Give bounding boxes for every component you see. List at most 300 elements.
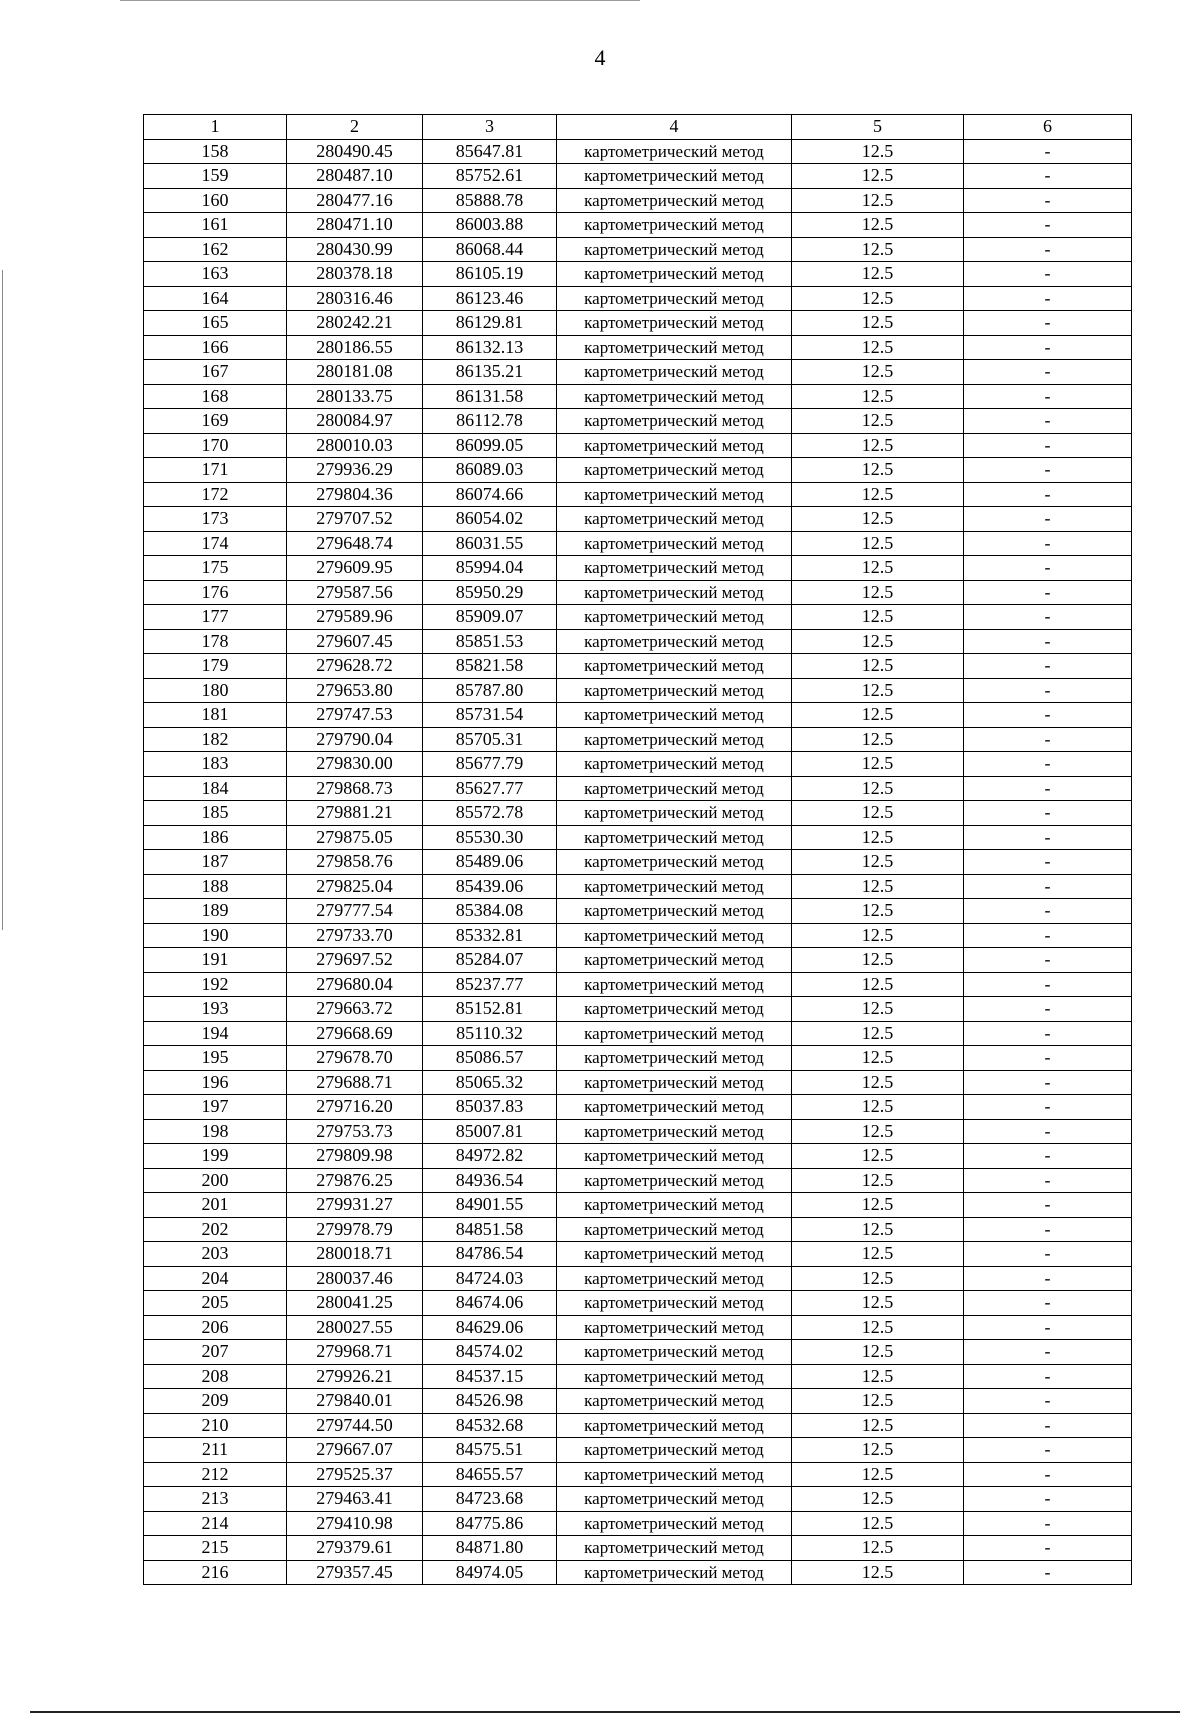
table-row: [144, 1413, 1132, 1438]
bottom-scan-rule: [30, 1711, 1180, 1713]
x-coordinate-cell: 279379.61: [287, 1536, 423, 1561]
point-number-cell: 178: [144, 629, 287, 654]
method-cell: картометрический метод: [557, 164, 792, 189]
point-number-cell: 213: [144, 1487, 287, 1512]
description-cell: -: [964, 825, 1132, 850]
description-cell: -: [964, 1021, 1132, 1046]
x-coordinate-cell: 279697.52: [287, 948, 423, 973]
point-number-cell: 170: [144, 433, 287, 458]
method-cell: картометрический метод: [557, 1095, 792, 1120]
point-number-cell: 199: [144, 1144, 287, 1169]
table-row: [144, 262, 1132, 287]
table-row: [144, 727, 1132, 752]
method-cell: картометрический метод: [557, 139, 792, 164]
y-coordinate-cell: 86074.66: [423, 482, 557, 507]
x-coordinate-cell: 279668.69: [287, 1021, 423, 1046]
y-coordinate-cell: 84974.05: [423, 1560, 557, 1585]
column-header-6: 6: [964, 115, 1132, 140]
table-row: [144, 1462, 1132, 1487]
point-number-cell: 167: [144, 360, 287, 385]
table-row: [144, 605, 1132, 630]
x-coordinate-cell: 280186.55: [287, 335, 423, 360]
x-coordinate-cell: 280027.55: [287, 1315, 423, 1340]
description-cell: -: [964, 188, 1132, 213]
y-coordinate-cell: 85065.32: [423, 1070, 557, 1095]
accuracy-cell: 12.5: [792, 1340, 964, 1365]
method-cell: картометрический метод: [557, 433, 792, 458]
accuracy-cell: 12.5: [792, 1217, 964, 1242]
x-coordinate-cell: 279587.56: [287, 580, 423, 605]
method-cell: картометрический метод: [557, 1144, 792, 1169]
accuracy-cell: 12.5: [792, 605, 964, 630]
x-coordinate-cell: 280018.71: [287, 1242, 423, 1267]
x-coordinate-cell: 279876.25: [287, 1168, 423, 1193]
table-row: [144, 776, 1132, 801]
y-coordinate-cell: 85705.31: [423, 727, 557, 752]
y-coordinate-cell: 84786.54: [423, 1242, 557, 1267]
description-cell: -: [964, 752, 1132, 777]
y-coordinate-cell: 84775.86: [423, 1511, 557, 1536]
point-number-cell: 197: [144, 1095, 287, 1120]
description-cell: -: [964, 286, 1132, 311]
y-coordinate-cell: 85752.61: [423, 164, 557, 189]
point-number-cell: 181: [144, 703, 287, 728]
method-cell: картометрический метод: [557, 997, 792, 1022]
x-coordinate-cell: 279707.52: [287, 507, 423, 532]
point-number-cell: 204: [144, 1266, 287, 1291]
x-coordinate-cell: 279753.73: [287, 1119, 423, 1144]
point-number-cell: 208: [144, 1364, 287, 1389]
point-number-cell: 185: [144, 801, 287, 826]
accuracy-cell: 12.5: [792, 1242, 964, 1267]
table-row: [144, 580, 1132, 605]
description-cell: -: [964, 1046, 1132, 1071]
description-cell: -: [964, 1511, 1132, 1536]
accuracy-cell: 12.5: [792, 850, 964, 875]
method-cell: картометрический метод: [557, 531, 792, 556]
y-coordinate-cell: 86105.19: [423, 262, 557, 287]
coordinates-table: [143, 114, 1132, 1585]
y-coordinate-cell: 85332.81: [423, 923, 557, 948]
x-coordinate-cell: 279663.72: [287, 997, 423, 1022]
x-coordinate-cell: 280477.16: [287, 188, 423, 213]
accuracy-cell: 12.5: [792, 776, 964, 801]
accuracy-cell: 12.5: [792, 1266, 964, 1291]
x-coordinate-cell: 279868.73: [287, 776, 423, 801]
table-row: [144, 874, 1132, 899]
x-coordinate-cell: 279881.21: [287, 801, 423, 826]
point-number-cell: 160: [144, 188, 287, 213]
y-coordinate-cell: 85384.08: [423, 899, 557, 924]
column-header-3: 3: [423, 115, 557, 140]
table-row: [144, 1119, 1132, 1144]
table-row: [144, 507, 1132, 532]
method-cell: картометрический метод: [557, 948, 792, 973]
method-cell: картометрический метод: [557, 1168, 792, 1193]
method-cell: картометрический метод: [557, 727, 792, 752]
description-cell: -: [964, 1242, 1132, 1267]
method-cell: картометрический метод: [557, 703, 792, 728]
point-number-cell: 195: [144, 1046, 287, 1071]
accuracy-cell: 12.5: [792, 311, 964, 336]
table-row: [144, 188, 1132, 213]
description-cell: -: [964, 948, 1132, 973]
accuracy-cell: 12.5: [792, 654, 964, 679]
x-coordinate-cell: 279410.98: [287, 1511, 423, 1536]
point-number-cell: 193: [144, 997, 287, 1022]
accuracy-cell: 12.5: [792, 335, 964, 360]
point-number-cell: 161: [144, 213, 287, 238]
accuracy-cell: 12.5: [792, 1168, 964, 1193]
method-cell: картометрический метод: [557, 262, 792, 287]
method-cell: картометрический метод: [557, 1438, 792, 1463]
x-coordinate-cell: 279825.04: [287, 874, 423, 899]
description-cell: -: [964, 139, 1132, 164]
accuracy-cell: 12.5: [792, 1364, 964, 1389]
accuracy-cell: 12.5: [792, 703, 964, 728]
table-row: [144, 1340, 1132, 1365]
point-number-cell: 177: [144, 605, 287, 630]
x-coordinate-cell: 279931.27: [287, 1193, 423, 1218]
table-row: [144, 629, 1132, 654]
x-coordinate-cell: 279648.74: [287, 531, 423, 556]
column-header-1: 1: [144, 115, 287, 140]
y-coordinate-cell: 85152.81: [423, 997, 557, 1022]
description-cell: -: [964, 1413, 1132, 1438]
point-number-cell: 168: [144, 384, 287, 409]
method-cell: картометрический метод: [557, 1315, 792, 1340]
y-coordinate-cell: 85909.07: [423, 605, 557, 630]
description-cell: -: [964, 1193, 1132, 1218]
accuracy-cell: 12.5: [792, 384, 964, 409]
method-cell: картометрический метод: [557, 1291, 792, 1316]
accuracy-cell: 12.5: [792, 629, 964, 654]
point-number-cell: 188: [144, 874, 287, 899]
point-number-cell: 163: [144, 262, 287, 287]
description-cell: -: [964, 899, 1132, 924]
method-cell: картометрический метод: [557, 629, 792, 654]
y-coordinate-cell: 86132.13: [423, 335, 557, 360]
y-coordinate-cell: 84972.82: [423, 1144, 557, 1169]
description-cell: -: [964, 482, 1132, 507]
accuracy-cell: 12.5: [792, 458, 964, 483]
method-cell: картометрический метод: [557, 825, 792, 850]
x-coordinate-cell: 279357.45: [287, 1560, 423, 1585]
point-number-cell: 191: [144, 948, 287, 973]
table-row: [144, 1389, 1132, 1414]
x-coordinate-cell: 279609.95: [287, 556, 423, 581]
x-coordinate-cell: 279744.50: [287, 1413, 423, 1438]
method-cell: картометрический метод: [557, 972, 792, 997]
point-number-cell: 179: [144, 654, 287, 679]
method-cell: картометрический метод: [557, 1266, 792, 1291]
description-cell: -: [964, 1389, 1132, 1414]
x-coordinate-cell: 279667.07: [287, 1438, 423, 1463]
accuracy-cell: 12.5: [792, 899, 964, 924]
accuracy-cell: 12.5: [792, 409, 964, 434]
description-cell: -: [964, 1340, 1132, 1365]
table-row: [144, 1364, 1132, 1389]
y-coordinate-cell: 86031.55: [423, 531, 557, 556]
description-cell: -: [964, 164, 1132, 189]
x-coordinate-cell: 279809.98: [287, 1144, 423, 1169]
method-cell: картометрический метод: [557, 605, 792, 630]
method-cell: картометрический метод: [557, 360, 792, 385]
method-cell: картометрический метод: [557, 286, 792, 311]
y-coordinate-cell: 85821.58: [423, 654, 557, 679]
description-cell: -: [964, 972, 1132, 997]
point-number-cell: 202: [144, 1217, 287, 1242]
accuracy-cell: 12.5: [792, 188, 964, 213]
point-number-cell: 190: [144, 923, 287, 948]
x-coordinate-cell: 279968.71: [287, 1340, 423, 1365]
point-number-cell: 209: [144, 1389, 287, 1414]
x-coordinate-cell: 279840.01: [287, 1389, 423, 1414]
table-row: [144, 654, 1132, 679]
accuracy-cell: 12.5: [792, 237, 964, 262]
table-row: [144, 1315, 1132, 1340]
x-coordinate-cell: 280084.97: [287, 409, 423, 434]
table-row: [144, 997, 1132, 1022]
y-coordinate-cell: 85007.81: [423, 1119, 557, 1144]
accuracy-cell: 12.5: [792, 1560, 964, 1585]
accuracy-cell: 12.5: [792, 1462, 964, 1487]
table-row: [144, 139, 1132, 164]
x-coordinate-cell: 279680.04: [287, 972, 423, 997]
table-row: [144, 531, 1132, 556]
scan-margin-line: [2, 270, 3, 930]
y-coordinate-cell: 84901.55: [423, 1193, 557, 1218]
method-cell: картометрический метод: [557, 1242, 792, 1267]
x-coordinate-cell: 279589.96: [287, 605, 423, 630]
y-coordinate-cell: 84526.98: [423, 1389, 557, 1414]
method-cell: картометрический метод: [557, 1340, 792, 1365]
y-coordinate-cell: 84537.15: [423, 1364, 557, 1389]
accuracy-cell: 12.5: [792, 1144, 964, 1169]
table-row: [144, 1193, 1132, 1218]
x-coordinate-cell: 280490.45: [287, 139, 423, 164]
description-cell: -: [964, 580, 1132, 605]
point-number-cell: 206: [144, 1315, 287, 1340]
x-coordinate-cell: 279747.53: [287, 703, 423, 728]
point-number-cell: 159: [144, 164, 287, 189]
description-cell: -: [964, 1119, 1132, 1144]
table-row: [144, 164, 1132, 189]
x-coordinate-cell: 280041.25: [287, 1291, 423, 1316]
method-cell: картометрический метод: [557, 1462, 792, 1487]
method-cell: картометрический метод: [557, 1511, 792, 1536]
accuracy-cell: 12.5: [792, 139, 964, 164]
table-row: [144, 801, 1132, 826]
table-row: [144, 1144, 1132, 1169]
method-cell: картометрический метод: [557, 801, 792, 826]
y-coordinate-cell: 86112.78: [423, 409, 557, 434]
accuracy-cell: 12.5: [792, 923, 964, 948]
method-cell: картометрический метод: [557, 1193, 792, 1218]
method-cell: картометрический метод: [557, 1389, 792, 1414]
method-cell: картометрический метод: [557, 188, 792, 213]
y-coordinate-cell: 85086.57: [423, 1046, 557, 1071]
y-coordinate-cell: 86054.02: [423, 507, 557, 532]
method-cell: картометрический метод: [557, 409, 792, 434]
accuracy-cell: 12.5: [792, 1046, 964, 1071]
description-cell: -: [964, 458, 1132, 483]
y-coordinate-cell: 85489.06: [423, 850, 557, 875]
method-cell: картометрический метод: [557, 1046, 792, 1071]
table-row: [144, 850, 1132, 875]
description-cell: -: [964, 213, 1132, 238]
accuracy-cell: 12.5: [792, 531, 964, 556]
accuracy-cell: 12.5: [792, 1487, 964, 1512]
point-number-cell: 205: [144, 1291, 287, 1316]
x-coordinate-cell: 279463.41: [287, 1487, 423, 1512]
accuracy-cell: 12.5: [792, 997, 964, 1022]
point-number-cell: 212: [144, 1462, 287, 1487]
description-cell: -: [964, 384, 1132, 409]
x-coordinate-cell: 279978.79: [287, 1217, 423, 1242]
x-coordinate-cell: 280242.21: [287, 311, 423, 336]
description-cell: -: [964, 262, 1132, 287]
x-coordinate-cell: 280037.46: [287, 1266, 423, 1291]
y-coordinate-cell: 85530.30: [423, 825, 557, 850]
description-cell: -: [964, 703, 1132, 728]
description-cell: -: [964, 678, 1132, 703]
x-coordinate-cell: 279804.36: [287, 482, 423, 507]
description-cell: -: [964, 1070, 1132, 1095]
accuracy-cell: 12.5: [792, 678, 964, 703]
accuracy-cell: 12.5: [792, 1315, 964, 1340]
table-row: [144, 384, 1132, 409]
point-number-cell: 207: [144, 1340, 287, 1365]
description-cell: -: [964, 1364, 1132, 1389]
method-cell: картометрический метод: [557, 556, 792, 581]
top-scan-rule: [120, 0, 640, 1]
method-cell: картометрический метод: [557, 311, 792, 336]
point-number-cell: 166: [144, 335, 287, 360]
table-row: [144, 1242, 1132, 1267]
description-cell: -: [964, 507, 1132, 532]
header-row: [144, 115, 1132, 140]
y-coordinate-cell: 84724.03: [423, 1266, 557, 1291]
method-cell: картометрический метод: [557, 899, 792, 924]
method-cell: картометрический метод: [557, 874, 792, 899]
table-body: [144, 139, 1132, 1585]
method-cell: картометрический метод: [557, 752, 792, 777]
description-cell: -: [964, 1217, 1132, 1242]
x-coordinate-cell: 279777.54: [287, 899, 423, 924]
x-coordinate-cell: 280378.18: [287, 262, 423, 287]
method-cell: картометрический метод: [557, 213, 792, 238]
point-number-cell: 210: [144, 1413, 287, 1438]
x-coordinate-cell: 279607.45: [287, 629, 423, 654]
accuracy-cell: 12.5: [792, 360, 964, 385]
method-cell: картометрический метод: [557, 1487, 792, 1512]
table-row: [144, 948, 1132, 973]
x-coordinate-cell: 279716.20: [287, 1095, 423, 1120]
table-row: [144, 556, 1132, 581]
y-coordinate-cell: 85284.07: [423, 948, 557, 973]
table-row: [144, 1511, 1132, 1536]
y-coordinate-cell: 85572.78: [423, 801, 557, 826]
table-row: [144, 335, 1132, 360]
method-cell: картометрический метод: [557, 1560, 792, 1585]
table-row: [144, 360, 1132, 385]
description-cell: -: [964, 1462, 1132, 1487]
description-cell: -: [964, 1144, 1132, 1169]
y-coordinate-cell: 85950.29: [423, 580, 557, 605]
table-row: [144, 237, 1132, 262]
method-cell: картометрический метод: [557, 1119, 792, 1144]
table-header: [144, 115, 1132, 140]
method-cell: картометрический метод: [557, 654, 792, 679]
method-cell: картометрический метод: [557, 850, 792, 875]
y-coordinate-cell: 85037.83: [423, 1095, 557, 1120]
method-cell: картометрический метод: [557, 678, 792, 703]
description-cell: -: [964, 923, 1132, 948]
accuracy-cell: 12.5: [792, 874, 964, 899]
accuracy-cell: 12.5: [792, 1193, 964, 1218]
description-cell: -: [964, 556, 1132, 581]
method-cell: картометрический метод: [557, 482, 792, 507]
point-number-cell: 216: [144, 1560, 287, 1585]
table-row: [144, 1438, 1132, 1463]
y-coordinate-cell: 85994.04: [423, 556, 557, 581]
x-coordinate-cell: 280430.99: [287, 237, 423, 262]
description-cell: -: [964, 409, 1132, 434]
method-cell: картометрический метод: [557, 237, 792, 262]
accuracy-cell: 12.5: [792, 801, 964, 826]
point-number-cell: 184: [144, 776, 287, 801]
point-number-cell: 174: [144, 531, 287, 556]
y-coordinate-cell: 84532.68: [423, 1413, 557, 1438]
description-cell: -: [964, 531, 1132, 556]
point-number-cell: 201: [144, 1193, 287, 1218]
accuracy-cell: 12.5: [792, 482, 964, 507]
method-cell: картометрический метод: [557, 1217, 792, 1242]
accuracy-cell: 12.5: [792, 1021, 964, 1046]
description-cell: -: [964, 311, 1132, 336]
x-coordinate-cell: 280471.10: [287, 213, 423, 238]
table-row: [144, 1536, 1132, 1561]
point-number-cell: 203: [144, 1242, 287, 1267]
table-row: [144, 1095, 1132, 1120]
accuracy-cell: 12.5: [792, 1389, 964, 1414]
description-cell: -: [964, 1266, 1132, 1291]
x-coordinate-cell: 280133.75: [287, 384, 423, 409]
description-cell: -: [964, 1168, 1132, 1193]
accuracy-cell: 12.5: [792, 1438, 964, 1463]
point-number-cell: 180: [144, 678, 287, 703]
y-coordinate-cell: 85647.81: [423, 139, 557, 164]
description-cell: -: [964, 1315, 1132, 1340]
accuracy-cell: 12.5: [792, 213, 964, 238]
point-number-cell: 171: [144, 458, 287, 483]
y-coordinate-cell: 85787.80: [423, 678, 557, 703]
accuracy-cell: 12.5: [792, 825, 964, 850]
accuracy-cell: 12.5: [792, 556, 964, 581]
point-number-cell: 164: [144, 286, 287, 311]
method-cell: картометрический метод: [557, 384, 792, 409]
table-row: [144, 678, 1132, 703]
column-header-4: 4: [557, 115, 792, 140]
table-row: [144, 972, 1132, 997]
description-cell: -: [964, 727, 1132, 752]
x-coordinate-cell: 280010.03: [287, 433, 423, 458]
y-coordinate-cell: 85110.32: [423, 1021, 557, 1046]
point-number-cell: 196: [144, 1070, 287, 1095]
method-cell: картометрический метод: [557, 1364, 792, 1389]
table-row: [144, 409, 1132, 434]
